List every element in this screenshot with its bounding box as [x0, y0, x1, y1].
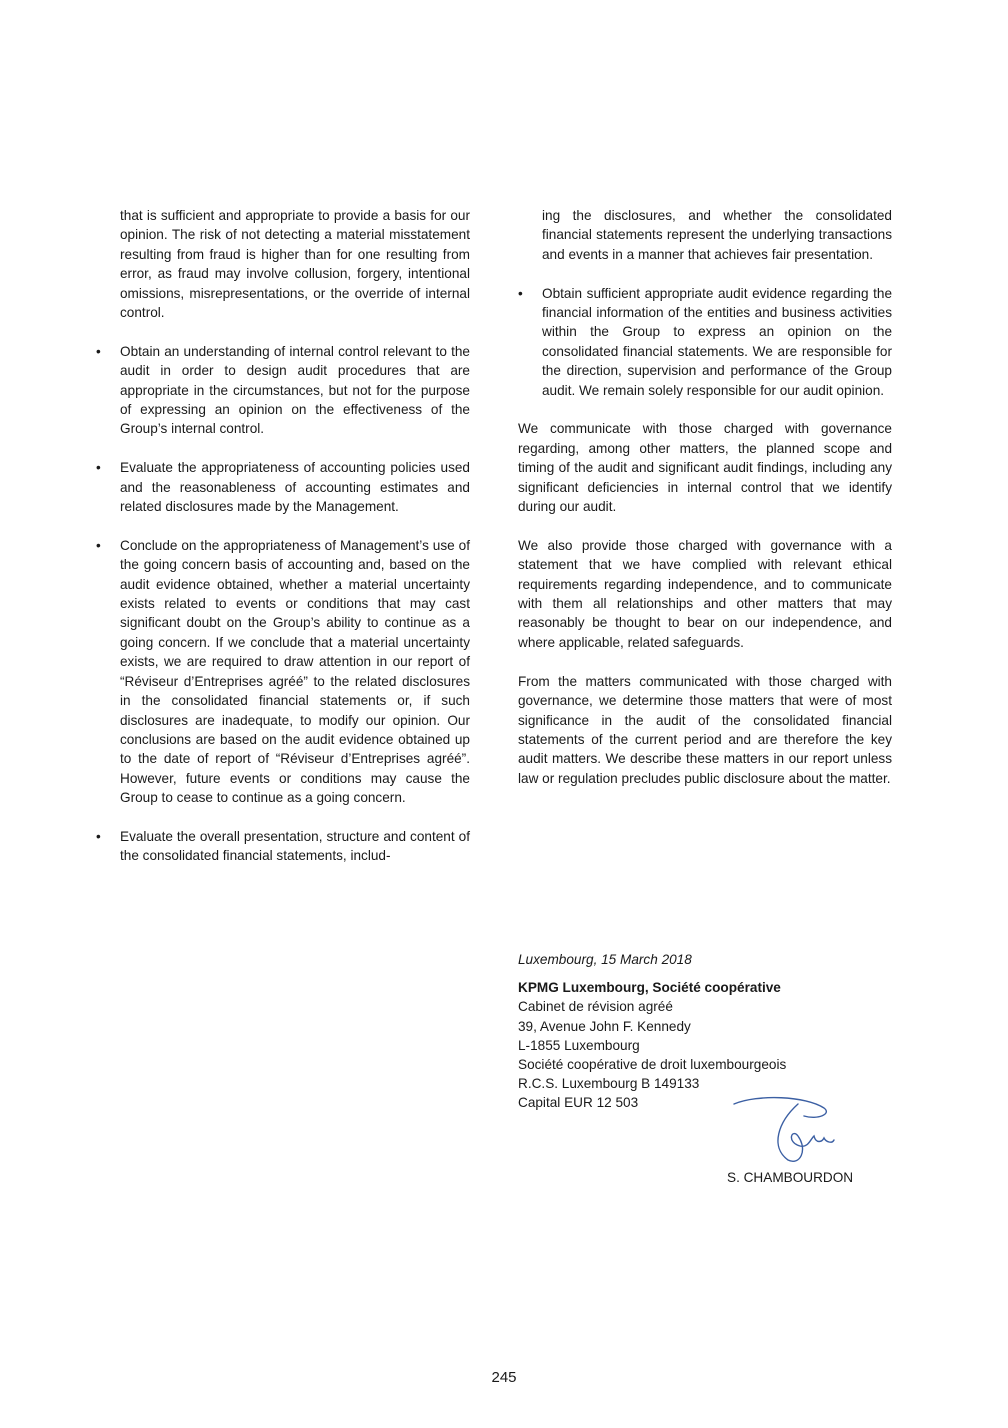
firm-name: KPMG Luxembourg, Société coopérative: [518, 980, 781, 996]
signer-name: S. CHAMBOURDON: [727, 1170, 854, 1185]
bullet-dot: •: [518, 285, 523, 301]
bullet-dot: •: [96, 460, 101, 476]
bullet-text: Obtain sufficient appropriate audit evidence regarding the financial information of the entities and business activities within the Group to express an opinion on the consolidated financial statements. We are responsible for the direction, supervision and performance of the Group audit. We remain solely responsible for our audit opinion.: [542, 285, 892, 398]
address-line: Capital EUR 12 503: [518, 1095, 639, 1111]
continuation-paragraph: ing the disclosures, and whether the consolidated financial statements represent the underlying transactions and events in a manner that achieves fair presentation.: [542, 208, 892, 262]
bullet-item: [96, 458, 470, 516]
bullet-text: Conclude on the appropriateness of Management’s use of the going concern basis of accounting and, based on the audit evidence obtained, whether a material uncertainty exists related to events or conditions that may cast significant doubt on the Group’s ability to continue as a going concern. If we conclude that a material uncertainty exists, we are required to draw attention in our report of “Réviseur d’Entreprises agréé” to the related disclosures in the consolidated financial statements or, if such disclosures are inadequate, to modify our opinion. Our conclusions are based on the audit evidence obtained up to the date of report of “Réviseur d’Entreprises agréé”. However, future events or conditions may cause the Group to cease to continue as a going concern.: [120, 537, 470, 806]
address-line: L-1855 Luxembourg: [518, 1037, 640, 1053]
governance-paragraph: We communicate with those charged with governance regarding, among other matters, the planned scope and timing of the audit and significant audit findings, including any significant deficiencies in internal control that we identify during our audit.: [518, 421, 892, 515]
bullet-dot: •: [96, 343, 101, 359]
handwritten-signature: [728, 1092, 838, 1167]
bullet-dot: •: [96, 537, 101, 553]
bullet-text: Evaluate the appropriateness of accounting policies used and the reasonableness of accounting estimates and related disclosures made by the Management.: [120, 460, 470, 515]
address-line: 39, Avenue John F. Kennedy: [518, 1018, 691, 1034]
page-number: 245: [491, 1369, 517, 1386]
bullet-dot: •: [96, 828, 101, 844]
bullet-item: [96, 827, 470, 866]
left-column: [96, 206, 470, 885]
address-line: Société coopérative de droit luxembourgeois: [518, 1057, 787, 1073]
signature-block: [518, 950, 878, 1113]
bullet-item: [518, 284, 892, 400]
key-matters-paragraph: From the matters communicated with those charged with governance, we determine those matters that were of most significance in the audit of the consolidated financial statements of the current period and are therefore the key audit matters. We describe these matters in our report unless law or regulation precludes public disclosure about the matter.: [518, 673, 892, 786]
independence-paragraph: We also provide those charged with governance with a statement that we have complied with relevant ethical requirements regarding independence, and to communicate with them all relationships and other matters that may reasonably be thought to bear on our independence, and where applicable, related safeguards.: [518, 537, 892, 650]
address-line: Cabinet de révision agréé: [518, 999, 673, 1015]
bullet-item: [96, 536, 470, 808]
bullet-text: Evaluate the overall presentation, structure and content of the consolidated financial statements, includ-: [120, 828, 470, 864]
bullet-item: [96, 342, 470, 439]
address-line: R.C.S. Luxembourg B 149133: [518, 1076, 700, 1092]
intro-paragraph: that is sufficient and appropriate to provide a basis for our opinion. The risk of not detecting a material misstatement resulting from fraud is higher than for one resulting from error, as fraud may involve collusion, forgery, intentional omissions, misrepresentations, or the override of internal control.: [120, 208, 470, 321]
bullet-text: Obtain an understanding of internal control relevant to the audit in order to design audit procedures that are appropriate in the circumstances, but not for the purpose of expressing an opinion on the effectiveness of the Group’s internal control.: [120, 343, 470, 437]
right-column: [518, 206, 892, 808]
place-date: Luxembourg, 15 March 2018: [518, 952, 692, 967]
